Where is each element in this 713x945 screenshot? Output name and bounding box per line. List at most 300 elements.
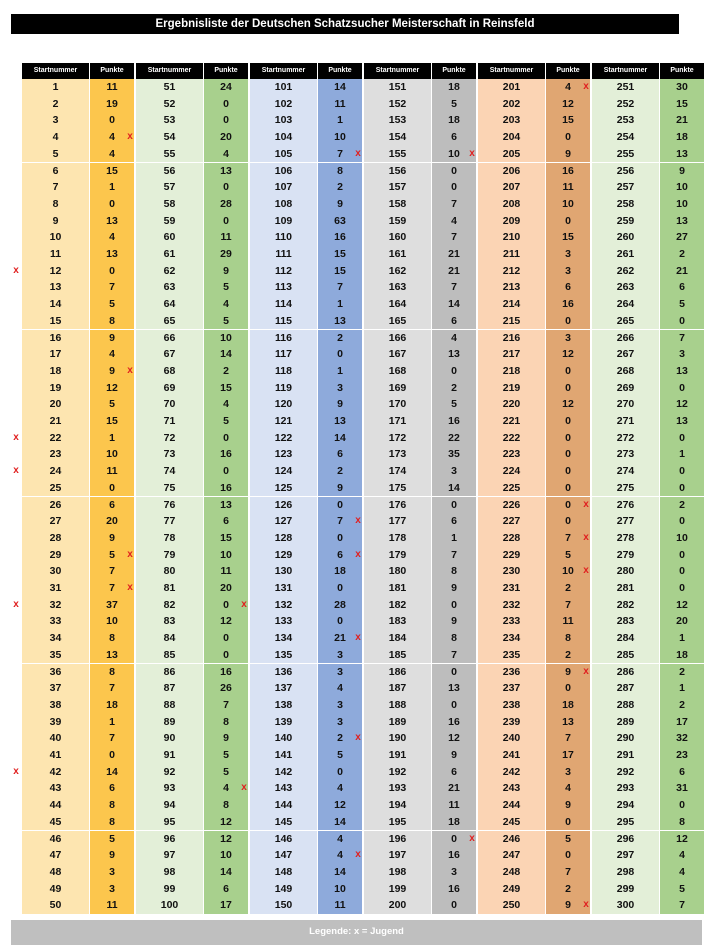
points-value: 0 — [203, 430, 248, 447]
points-value: 9 — [317, 480, 362, 497]
points-value: 0 — [203, 597, 248, 614]
header-punkte: Punkte — [545, 63, 590, 79]
start-number: 184 — [364, 630, 431, 647]
table-row — [250, 530, 361, 547]
start-number: 3 — [22, 112, 89, 129]
table-row — [364, 847, 475, 864]
start-number: 151 — [364, 79, 431, 96]
start-number: 93 — [136, 780, 203, 797]
points-value: 3 — [545, 246, 590, 263]
table-row — [136, 630, 247, 647]
start-number: 112 — [250, 263, 317, 280]
table-row — [136, 79, 247, 96]
start-number: 235 — [478, 647, 545, 664]
start-number: 205 — [478, 146, 545, 163]
table-row — [364, 179, 475, 196]
start-number: 296 — [592, 831, 659, 848]
start-number: 48 — [22, 864, 89, 881]
start-number: 207 — [478, 179, 545, 196]
junior-mark: x — [469, 832, 475, 844]
table-row — [136, 430, 247, 447]
start-number: 74 — [136, 463, 203, 480]
points-value: 7 — [89, 279, 134, 296]
start-number: 217 — [478, 346, 545, 363]
start-number: 41 — [22, 747, 89, 764]
points-value: 10 — [317, 129, 362, 146]
start-number: 167 — [364, 346, 431, 363]
start-number: 236 — [478, 664, 545, 681]
table-row — [478, 413, 589, 430]
points-value: 5 — [203, 279, 248, 296]
points-value: 10 — [431, 146, 476, 163]
start-number: 177 — [364, 513, 431, 530]
start-number: 203 — [478, 112, 545, 129]
table-row — [364, 764, 475, 781]
start-number: 197 — [364, 847, 431, 864]
start-number: 181 — [364, 580, 431, 597]
table-row — [478, 263, 589, 280]
points-value: 6 — [431, 764, 476, 781]
start-number: 40 — [22, 730, 89, 747]
points-value: 32 — [659, 730, 704, 747]
table-row — [22, 664, 133, 681]
points-value: 10 — [659, 179, 704, 196]
points-value: 9 — [89, 363, 134, 380]
start-number: 10 — [22, 229, 89, 246]
table-row — [250, 563, 361, 580]
start-number: 161 — [364, 246, 431, 263]
table-row — [592, 831, 703, 848]
start-number: 178 — [364, 530, 431, 547]
start-number: 138 — [250, 697, 317, 714]
start-number: 2 — [22, 96, 89, 113]
points-value: 6 — [203, 513, 248, 530]
points-value: 0 — [89, 112, 134, 129]
points-value: 4 — [89, 346, 134, 363]
table-row — [592, 647, 703, 664]
table-row — [22, 647, 133, 664]
junior-mark: x — [13, 264, 19, 276]
table-row — [478, 847, 589, 864]
start-number: 23 — [22, 446, 89, 463]
table-row — [478, 831, 589, 848]
points-value: 16 — [545, 163, 590, 180]
start-number: 171 — [364, 413, 431, 430]
table-row — [478, 213, 589, 230]
start-number: 290 — [592, 730, 659, 747]
points-value: 14 — [317, 79, 362, 96]
table-row — [22, 730, 133, 747]
start-number: 119 — [250, 380, 317, 397]
points-value: 7 — [89, 680, 134, 697]
table-row — [592, 864, 703, 881]
table-row — [250, 330, 361, 347]
table-row — [364, 279, 475, 296]
points-value: 13 — [203, 163, 248, 180]
start-number: 38 — [22, 697, 89, 714]
points-value: 4 — [203, 146, 248, 163]
start-number: 67 — [136, 346, 203, 363]
start-number: 85 — [136, 647, 203, 664]
table-row — [250, 446, 361, 463]
table-row — [22, 797, 133, 814]
start-number: 54 — [136, 129, 203, 146]
table-row — [136, 213, 247, 230]
header-startnummer: Startnummer — [22, 63, 89, 79]
points-value: 0 — [545, 847, 590, 864]
table-row — [22, 680, 133, 697]
start-number: 252 — [592, 96, 659, 113]
start-number: 240 — [478, 730, 545, 747]
table-row — [592, 446, 703, 463]
start-number: 230 — [478, 563, 545, 580]
start-number: 118 — [250, 363, 317, 380]
junior-mark: x — [355, 515, 361, 527]
start-number: 12 — [22, 263, 89, 280]
start-number: 82 — [136, 597, 203, 614]
start-number: 219 — [478, 380, 545, 397]
table-row — [22, 497, 133, 514]
start-number: 87 — [136, 680, 203, 697]
start-number: 8 — [22, 196, 89, 213]
points-value: 12 — [545, 396, 590, 413]
table-row — [478, 463, 589, 480]
table-row — [136, 797, 247, 814]
start-number: 188 — [364, 697, 431, 714]
points-value: 10 — [203, 847, 248, 864]
start-number: 209 — [478, 213, 545, 230]
start-number: 214 — [478, 296, 545, 313]
start-number: 96 — [136, 831, 203, 848]
points-value: 28 — [317, 597, 362, 614]
start-number: 120 — [250, 396, 317, 413]
table-row — [250, 413, 361, 430]
column-block — [469, 0, 589, 945]
points-value: 4 — [431, 213, 476, 230]
points-value: 0 — [431, 179, 476, 196]
start-number: 228 — [478, 530, 545, 547]
table-row — [136, 764, 247, 781]
points-value: 1 — [317, 112, 362, 129]
start-number: 275 — [592, 480, 659, 497]
table-row — [592, 463, 703, 480]
start-number: 105 — [250, 146, 317, 163]
junior-mark: x — [355, 632, 361, 644]
table-row — [250, 279, 361, 296]
points-value: 4 — [89, 129, 134, 146]
table-row — [592, 513, 703, 530]
header-punkte: Punkte — [431, 63, 476, 79]
table-row — [250, 730, 361, 747]
table-row — [364, 96, 475, 113]
start-number: 100 — [136, 897, 203, 914]
start-number: 297 — [592, 847, 659, 864]
table-row — [478, 764, 589, 781]
table-row — [592, 363, 703, 380]
table-row — [136, 647, 247, 664]
column-block — [13, 0, 133, 945]
points-value: 11 — [89, 79, 134, 96]
start-number: 73 — [136, 446, 203, 463]
start-number: 218 — [478, 363, 545, 380]
table-row — [478, 563, 589, 580]
junior-mark: x — [583, 81, 589, 92]
table-row — [22, 630, 133, 647]
table-row — [136, 580, 247, 597]
points-value: 12 — [89, 380, 134, 397]
table-row — [478, 112, 589, 129]
table-row — [592, 580, 703, 597]
start-number: 284 — [592, 630, 659, 647]
points-value: 8 — [89, 664, 134, 681]
points-value: 15 — [203, 380, 248, 397]
table-row — [250, 897, 361, 914]
points-value: 0 — [317, 613, 362, 630]
points-value: 18 — [545, 697, 590, 714]
start-number: 124 — [250, 463, 317, 480]
start-number: 227 — [478, 513, 545, 530]
start-number: 299 — [592, 881, 659, 898]
table-row — [364, 580, 475, 597]
junior-mark: x — [355, 548, 361, 560]
start-number: 292 — [592, 764, 659, 781]
table-row — [478, 179, 589, 196]
table-row — [22, 864, 133, 881]
table-row — [250, 864, 361, 881]
points-value: 0 — [89, 480, 134, 497]
table-row — [364, 814, 475, 831]
table-row — [592, 881, 703, 898]
points-value: 3 — [89, 864, 134, 881]
table-row — [250, 380, 361, 397]
points-value: 16 — [431, 847, 476, 864]
table-row — [364, 330, 475, 347]
points-value: 16 — [431, 413, 476, 430]
points-value: 0 — [659, 480, 704, 497]
table-row — [22, 296, 133, 313]
points-value: 15 — [89, 413, 134, 430]
table-row — [478, 814, 589, 831]
points-value: 11 — [89, 463, 134, 480]
points-value: 12 — [545, 346, 590, 363]
table-row — [478, 363, 589, 380]
table-row — [592, 530, 703, 547]
table-row — [364, 396, 475, 413]
points-value: 5 — [89, 831, 134, 848]
table-row — [478, 480, 589, 497]
points-value: 0 — [659, 380, 704, 397]
column-block — [241, 0, 361, 945]
start-number: 28 — [22, 530, 89, 547]
table-row — [22, 446, 133, 463]
start-number: 300 — [592, 897, 659, 914]
table-row — [592, 613, 703, 630]
table-row — [478, 79, 589, 96]
points-value: 10 — [203, 330, 248, 347]
start-number: 237 — [478, 680, 545, 697]
points-value: 9 — [545, 664, 590, 681]
table-row — [478, 597, 589, 614]
table-row — [136, 396, 247, 413]
table-row — [478, 96, 589, 113]
table-row — [22, 463, 133, 480]
start-number: 206 — [478, 163, 545, 180]
points-value: 0 — [545, 497, 590, 514]
points-value: 12 — [659, 831, 704, 848]
start-number: 256 — [592, 163, 659, 180]
start-number: 148 — [250, 864, 317, 881]
table-row — [22, 430, 133, 447]
table-row — [364, 530, 475, 547]
table-row — [250, 513, 361, 530]
table-row — [136, 146, 247, 163]
points-value: 5 — [545, 831, 590, 848]
points-value: 0 — [431, 664, 476, 681]
table-row — [364, 664, 475, 681]
table-row — [136, 330, 247, 347]
table-row — [22, 229, 133, 246]
start-number: 125 — [250, 480, 317, 497]
start-number: 7 — [22, 179, 89, 196]
table-row — [364, 480, 475, 497]
start-number: 199 — [364, 881, 431, 898]
start-number: 200 — [364, 897, 431, 914]
start-number: 66 — [136, 330, 203, 347]
start-number: 9 — [22, 213, 89, 230]
points-value: 0 — [89, 747, 134, 764]
start-number: 57 — [136, 179, 203, 196]
points-value: 0 — [659, 463, 704, 480]
table-row — [592, 480, 703, 497]
points-value: 14 — [317, 864, 362, 881]
junior-mark: x — [583, 531, 589, 543]
points-value: 2 — [545, 647, 590, 664]
start-number: 222 — [478, 430, 545, 447]
start-number: 153 — [364, 112, 431, 129]
start-number: 95 — [136, 814, 203, 831]
table-row — [250, 647, 361, 664]
start-number: 127 — [250, 513, 317, 530]
start-number: 198 — [364, 864, 431, 881]
points-value: 7 — [203, 697, 248, 714]
start-number: 14 — [22, 296, 89, 313]
start-number: 123 — [250, 446, 317, 463]
start-number: 137 — [250, 680, 317, 697]
table-row — [136, 814, 247, 831]
table-row — [592, 229, 703, 246]
start-number: 270 — [592, 396, 659, 413]
points-value: 18 — [89, 697, 134, 714]
points-value: 8 — [431, 563, 476, 580]
points-value: 5 — [545, 547, 590, 564]
points-value: 11 — [89, 897, 134, 914]
points-value: 13 — [431, 346, 476, 363]
points-value: 15 — [659, 96, 704, 113]
start-number: 232 — [478, 597, 545, 614]
table-row — [364, 597, 475, 614]
start-number: 29 — [22, 547, 89, 564]
start-number: 149 — [250, 881, 317, 898]
start-number: 24 — [22, 463, 89, 480]
points-value: 2 — [317, 463, 362, 480]
points-value: 6 — [659, 279, 704, 296]
header-startnummer: Startnummer — [478, 63, 545, 79]
points-value: 7 — [545, 864, 590, 881]
points-value: 5 — [203, 413, 248, 430]
start-number: 233 — [478, 613, 545, 630]
start-number: 32 — [22, 597, 89, 614]
table-row — [364, 430, 475, 447]
table-row — [478, 196, 589, 213]
table-row — [478, 346, 589, 363]
points-value: 4 — [659, 864, 704, 881]
start-number: 133 — [250, 613, 317, 630]
start-number: 231 — [478, 580, 545, 597]
start-number: 143 — [250, 780, 317, 797]
start-number: 145 — [250, 814, 317, 831]
table-row — [22, 163, 133, 180]
header-startnummer: Startnummer — [250, 63, 317, 79]
table-row — [136, 196, 247, 213]
points-value: 0 — [431, 497, 476, 514]
table-row — [592, 563, 703, 580]
start-number: 164 — [364, 296, 431, 313]
table-row — [136, 413, 247, 430]
start-number: 55 — [136, 146, 203, 163]
start-number: 239 — [478, 714, 545, 731]
start-number: 86 — [136, 664, 203, 681]
start-number: 104 — [250, 129, 317, 146]
points-value: 0 — [203, 630, 248, 647]
points-value: 17 — [545, 747, 590, 764]
start-number: 42 — [22, 764, 89, 781]
points-value: 13 — [659, 146, 704, 163]
junior-mark: x — [583, 899, 589, 911]
start-number: 19 — [22, 380, 89, 397]
start-number: 75 — [136, 480, 203, 497]
table-row — [22, 881, 133, 898]
table-row — [22, 196, 133, 213]
start-number: 6 — [22, 163, 89, 180]
table-row — [478, 513, 589, 530]
points-value: 12 — [203, 613, 248, 630]
start-number: 180 — [364, 563, 431, 580]
points-value: 9 — [89, 530, 134, 547]
header-startnummer: Startnummer — [136, 63, 203, 79]
start-number: 97 — [136, 847, 203, 864]
points-value: 0 — [545, 313, 590, 330]
points-value: 15 — [89, 163, 134, 180]
table-row — [478, 697, 589, 714]
table-row — [22, 764, 133, 781]
points-value: 6 — [89, 780, 134, 797]
points-value: 1 — [317, 296, 362, 313]
points-value: 17 — [659, 714, 704, 731]
start-number: 1 — [22, 79, 89, 96]
points-value: 2 — [203, 363, 248, 380]
points-value: 2 — [659, 246, 704, 263]
points-value: 0 — [317, 497, 362, 514]
start-number: 282 — [592, 597, 659, 614]
points-value: 4 — [317, 780, 362, 797]
table-row — [364, 446, 475, 463]
points-value: 0 — [431, 697, 476, 714]
points-value: 4 — [545, 79, 590, 96]
points-value: 15 — [545, 112, 590, 129]
points-value: 4 — [203, 296, 248, 313]
start-number: 39 — [22, 714, 89, 731]
start-number: 175 — [364, 480, 431, 497]
